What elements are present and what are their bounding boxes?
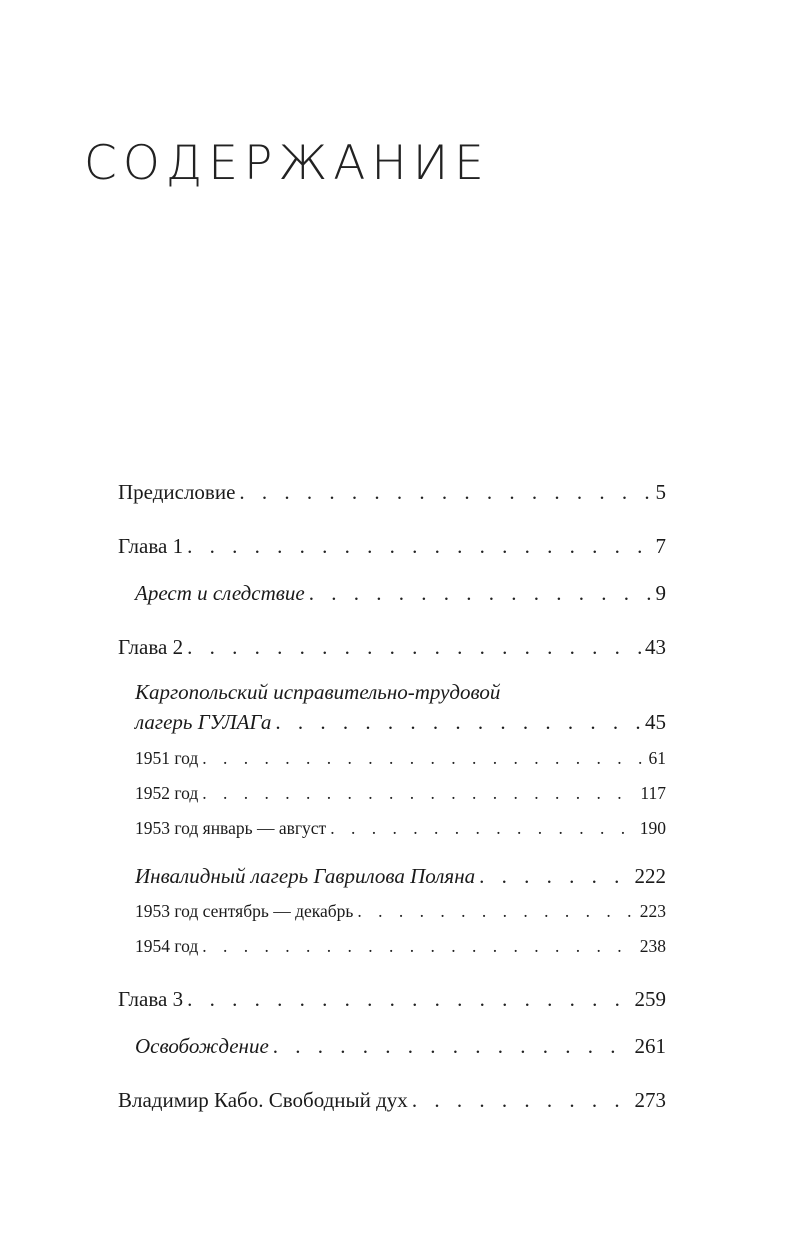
toc-entry-label: 1953 год январь — август <box>135 818 327 838</box>
toc-entry-kargopol-camp[interactable] <box>135 680 666 735</box>
dot-leader <box>330 818 636 839</box>
toc-entry-label: Глава 1 <box>118 534 184 558</box>
toc-entry-page: 5 <box>655 480 666 504</box>
toc-entry-page: 61 <box>648 748 666 768</box>
dot-leader <box>275 710 641 735</box>
toc-entry-afterword[interactable] <box>118 1088 666 1113</box>
toc-entry-label: 1954 год <box>135 936 199 956</box>
toc-entry-1954[interactable] <box>135 936 666 957</box>
toc-entry-1952[interactable] <box>135 783 666 804</box>
toc-entry-label: Освобождение <box>135 1034 269 1058</box>
toc-entry-page: 7 <box>655 534 666 558</box>
toc-entry-liberation[interactable] <box>135 1034 666 1059</box>
dot-leader <box>412 1088 631 1113</box>
toc-entry-1951[interactable] <box>135 748 666 769</box>
toc-entry-page: 261 <box>634 1034 666 1058</box>
toc-entry-label: 1951 год <box>135 748 199 768</box>
toc-entry-label: 1952 год <box>135 783 199 803</box>
toc-entry-arrest[interactable] <box>135 581 666 606</box>
toc-entry-page: 259 <box>634 987 666 1011</box>
toc-entry-label-line1: Каргопольский исправительно-трудовой <box>135 680 501 704</box>
toc-entry-gavrilova-polyana[interactable] <box>135 864 666 889</box>
toc-entry-page: 238 <box>639 936 666 956</box>
dot-leader <box>357 901 635 922</box>
dot-leader <box>187 635 641 660</box>
dot-leader <box>187 534 651 559</box>
dot-leader <box>202 936 635 957</box>
toc-entry-page: 45 <box>645 710 666 734</box>
toc-entry-page: 43 <box>645 635 666 659</box>
toc-entry-page: 223 <box>639 901 666 921</box>
page-title: СОДЕРЖАНИЕ <box>84 136 490 191</box>
dot-leader <box>202 748 644 769</box>
toc-entry-chapter-3[interactable] <box>118 987 666 1012</box>
toc-entry-page: 190 <box>639 818 666 838</box>
toc-entry-label: Владимир Кабо. Свободный дух <box>118 1088 408 1112</box>
toc-entry-page: 273 <box>634 1088 666 1112</box>
dot-leader <box>273 1034 631 1059</box>
toc-entry-chapter-1[interactable] <box>118 534 666 559</box>
dot-leader <box>479 864 630 889</box>
toc-entry-1953-sep-dec[interactable] <box>135 901 666 922</box>
toc-entry-label: Глава 3 <box>118 987 184 1011</box>
toc-entry-page: 222 <box>634 864 666 888</box>
dot-leader <box>187 987 630 1012</box>
toc-entry-label: Арест и следствие <box>135 581 305 605</box>
toc-entry-1953-jan-aug[interactable] <box>135 818 666 839</box>
toc-entry-page: 9 <box>655 581 666 605</box>
toc-entry-label-line2: лагерь ГУЛАГа <box>135 710 272 734</box>
toc-entry-label: Глава 2 <box>118 635 184 659</box>
toc-entry-label: 1953 год сентябрь — декабрь <box>135 901 354 921</box>
toc-entry-preface[interactable] <box>118 480 666 505</box>
toc-entry-label: Предисловие <box>118 480 236 504</box>
toc-entry-label: Инвалидный лагерь Гаврилова Поляна <box>135 864 476 888</box>
dot-leader <box>309 581 652 606</box>
dot-leader <box>202 783 636 804</box>
toc-entry-chapter-2[interactable] <box>118 635 666 660</box>
dot-leader <box>239 480 651 505</box>
toc-entry-page: 117 <box>640 783 666 803</box>
